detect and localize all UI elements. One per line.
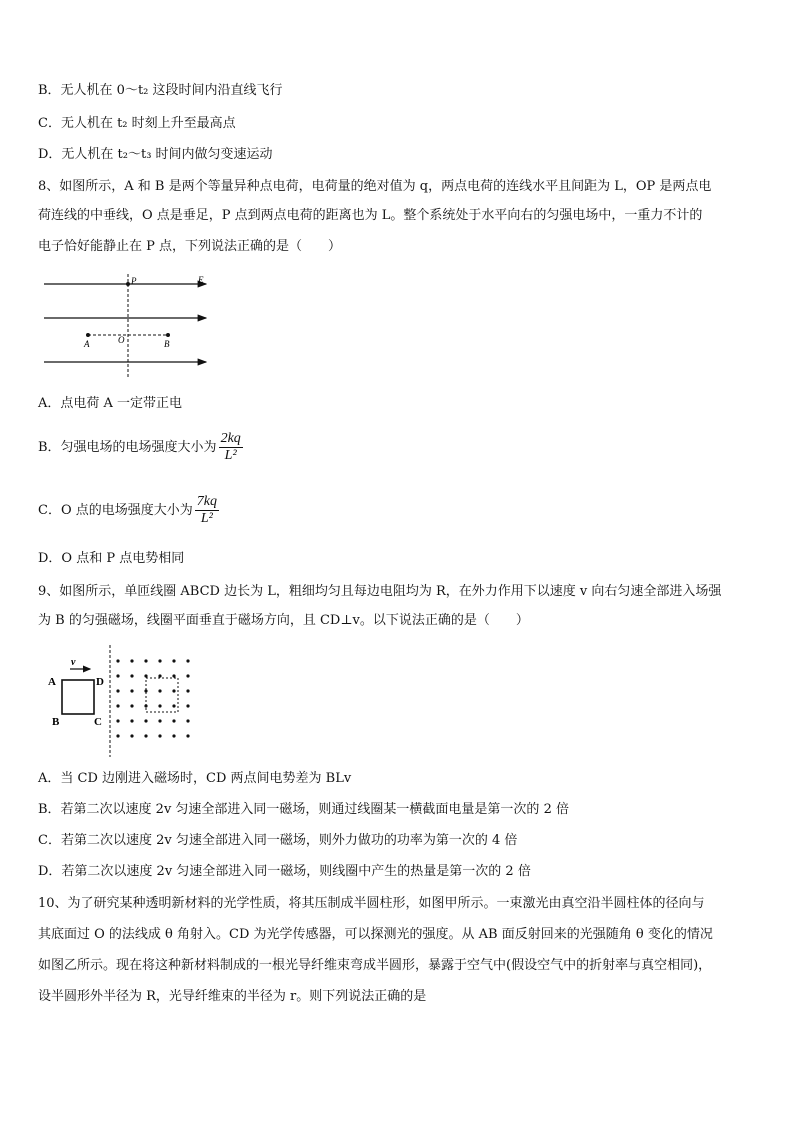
q8-option-c-fraction [195, 494, 219, 527]
q8-stem-line3: 电子恰好能静止在 P 点，下列说法正确的是（ ） [38, 239, 342, 254]
magnetic-field-dots [116, 659, 189, 737]
field-dot [116, 659, 119, 662]
field-dot [144, 734, 147, 737]
field-dot [172, 659, 175, 662]
q8-stem-line2: 荷连线的中垂线，O 点是垂足，P 点到两点电荷的距离也为 L。整个系统处于水平向右的匀强电场中，一重力不计的 [38, 208, 703, 223]
coil-abcd [62, 680, 94, 714]
field-dot [158, 734, 161, 737]
label-a: A [48, 676, 56, 688]
field-dot [144, 689, 147, 692]
field-dot [172, 674, 175, 677]
q8-option-b-text: B．匀强电场的电场强度大小为 [38, 440, 217, 455]
q7-option-b: B．无人机在 0～t₂ 这段时间内沿直线飞行 [38, 83, 283, 98]
field-dot [116, 689, 119, 692]
q10-line3: 如图乙所示。现在将这种新材料制成的一根光导纤维束弯成半圆形，暴露于空气中(假设空气中的折射率与真空相同)， [38, 958, 712, 973]
field-dot [186, 659, 189, 662]
field-dot [172, 689, 175, 692]
field-dot [158, 674, 161, 677]
label-d: D [96, 676, 104, 688]
q9-option-d: D．若第二次以速度 2v 匀速全部进入同一磁场，则线圈中产生的热量是第一次的 2 倍 [38, 864, 531, 879]
charge-b [166, 333, 170, 337]
fraction-numerator: 7kq [196, 494, 217, 509]
q8-option-c-text: C．O 点的电场强度大小为 [38, 503, 193, 518]
field-dot [130, 719, 133, 722]
field-dot [158, 704, 161, 707]
field-dot [186, 734, 189, 737]
field-dot [130, 674, 133, 677]
q7-option-c: C．无人机在 t₂ 时刻上升至最高点 [38, 116, 236, 131]
field-dot [158, 719, 161, 722]
field-dot [116, 734, 119, 737]
q10-line1: 10、为了研究某种透明新材料的光学性质，将其压制成半圆柱形，如图甲所示。一束激光由真空沿半圆柱体的径向与 [38, 896, 705, 911]
label-e: E [198, 275, 204, 285]
q8-option-b-fraction [219, 431, 243, 464]
point-p [126, 282, 130, 286]
field-dot [186, 689, 189, 692]
q8-option-a: A．点电荷 A 一定带正电 [38, 396, 183, 411]
field-dot [144, 719, 147, 722]
q9-magnetic-field-figure [44, 645, 200, 757]
q8-option-c [38, 493, 219, 529]
q8-option-d: D．O 点和 P 点电势相同 [38, 551, 185, 566]
label-b: B [52, 716, 60, 728]
field-dot [186, 704, 189, 707]
label-o: O [118, 335, 125, 345]
field-dot [172, 719, 175, 722]
field-dot [158, 689, 161, 692]
field-dot [130, 659, 133, 662]
label-a: A [84, 339, 90, 349]
q9-option-c: C．若第二次以速度 2v 匀速全部进入同一磁场，则外力做功的功率为第一次的 4 倍 [38, 833, 518, 848]
field-dot [116, 674, 119, 677]
fraction-denominator: L² [224, 448, 237, 463]
field-dot [144, 674, 147, 677]
q9-stem-line2: 为 B 的匀强磁场，线圈平面垂直于磁场方向，且 CD⊥v。以下说法正确的是（ ） [38, 613, 529, 628]
label-c: C [94, 716, 102, 728]
label-b: B [164, 339, 170, 349]
q9-stem-line1: 9、如图所示，单匝线圈 ABCD 边长为 L，粗细均匀且每边电阻均为 R，在外力作用下以速度 v 向右匀速全部进入场强 [38, 584, 722, 599]
velocity-label: v [71, 657, 76, 668]
field-dot [130, 704, 133, 707]
field-dot [186, 674, 189, 677]
field-dot [116, 704, 119, 707]
q7-option-d: D．无人机在 t₂～t₃ 时间内做匀变速运动 [38, 147, 273, 162]
q8-option-b [38, 430, 243, 466]
q10-line2: 其底面过 O 的法线成 θ 角射入。CD 为光学传感器，可以探测光的强度。从 AB 面反射回来的光强随角 θ 变化的情况 [38, 927, 713, 942]
field-dot [116, 719, 119, 722]
field-dot [172, 734, 175, 737]
field-dot [186, 719, 189, 722]
field-dot [130, 734, 133, 737]
q8-stem-line1: 8、如图所示，A 和 B 是两个等量异种点电荷，电荷量的绝对值为 q，两点电荷的连线水平且间距为 L，OP 是两点电 [38, 179, 712, 194]
field-dot [144, 704, 147, 707]
q8-electric-field-figure [40, 270, 220, 382]
label-p: P [131, 276, 137, 286]
q9-option-a: A．当 CD 边刚进入磁场时，CD 两点间电势差为 BLv [38, 771, 352, 786]
charge-a [86, 333, 90, 337]
q10-line4: 设半圆形外半径为 R，光导纤维束的半径为 r。则下列说法正确的是 [38, 989, 427, 1004]
field-dot [144, 659, 147, 662]
field-dot [130, 689, 133, 692]
field-dot [172, 704, 175, 707]
fraction-denominator: L² [200, 511, 213, 526]
fraction-numerator: 2kq [220, 431, 241, 446]
q9-option-b: B．若第二次以速度 2v 匀速全部进入同一磁场，则通过线圈某一横截面电量是第一次的 2 倍 [38, 802, 569, 817]
field-dot [158, 659, 161, 662]
